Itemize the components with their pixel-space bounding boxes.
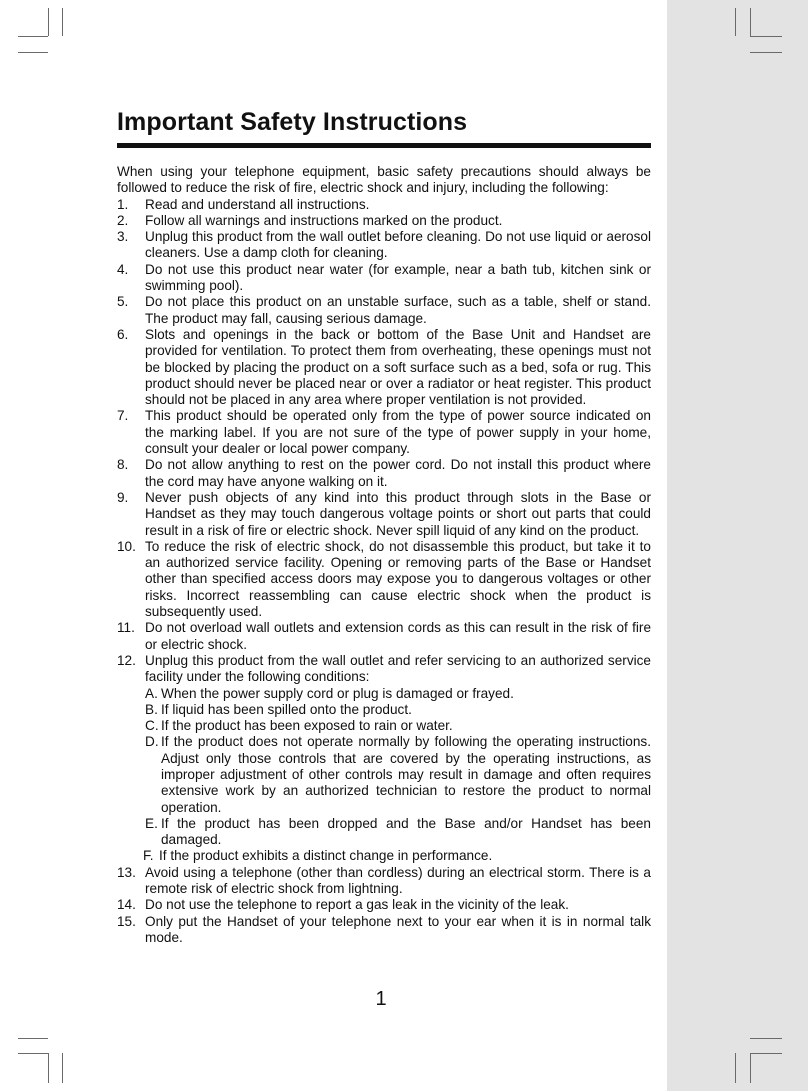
item-number: 2. <box>117 212 129 228</box>
sub-item-letter: B. <box>145 701 158 717</box>
item-number: 14. <box>117 897 136 913</box>
item-text: To reduce the risk of electric shock, do not disassemble this product, but take it to an authorized service facility. Opening or removing parts of the Base or Handset other than specified access doors may expose you to dangerous voltages or other risks. Incorrect reassembling can cause electric shock when the product is subsequently used. <box>145 538 651 620</box>
list-item <box>117 457 651 490</box>
item-number: 13. <box>117 864 136 880</box>
sub-item-letter: A. <box>145 685 158 701</box>
side-margin-band <box>667 0 808 1091</box>
crop-mark <box>750 52 782 53</box>
crop-mark <box>750 36 782 37</box>
item-number: 3. <box>117 229 129 245</box>
item-text: This product should be operated only from the type of power source indicated on the marking label. If you are not sure of the type of power supply in your home, consult your dealer or local power company. <box>145 408 651 457</box>
item-text: Slots and openings in the back or bottom of the Base Unit and Handset are provided for ventilation. To protect them from overheating, these openings must not be blocked by placing the product on a soft surface such as a bed, sofa or rug. This product should never be placed near or over a radiator or heat register. This product should not be placed in any area where proper ventilation is not provided. <box>145 326 651 408</box>
crop-mark <box>18 52 48 53</box>
crop-mark <box>18 1053 48 1054</box>
list-item <box>117 897 651 913</box>
list-item <box>117 865 651 898</box>
list-item <box>117 539 651 620</box>
list-item <box>117 620 651 653</box>
sub-list-item <box>145 718 651 734</box>
sub-item-text: If the product has been dropped and the Base and/or Handset has been damaged. <box>161 815 651 848</box>
list-item <box>117 914 651 947</box>
item-text: Follow all warnings and instructions marked on the product. <box>145 212 503 228</box>
list-item <box>117 213 651 229</box>
crop-mark <box>735 1053 736 1083</box>
item-number: 7. <box>117 408 129 424</box>
list-item <box>117 197 651 213</box>
item-number: 5. <box>117 294 129 310</box>
sub-item-letter: F. <box>143 848 154 864</box>
page-number <box>0 987 808 1011</box>
safety-instruction-list <box>117 197 651 947</box>
list-item <box>117 408 651 457</box>
item-text: Only put the Handset of your telephone next to your ear when it is in normal talk mode. <box>145 913 651 945</box>
crop-mark <box>750 1038 782 1039</box>
list-item <box>117 229 651 262</box>
item-text: Avoid using a telephone (other than cordless) during an electrical storm. There is a remote risk of electric shock from lightning. <box>145 864 651 897</box>
sub-item-letter: D. <box>145 734 159 750</box>
crop-mark <box>62 8 63 36</box>
item-number: 4. <box>117 261 129 277</box>
page-number-text: 1 <box>375 988 387 1010</box>
list-item <box>117 490 651 539</box>
sub-list-item <box>145 734 651 815</box>
item-text: Read and understand all instructions. <box>145 196 370 212</box>
list-item <box>117 262 651 295</box>
item-number: 12. <box>117 652 136 668</box>
item-number: 10. <box>117 538 136 554</box>
title-underline <box>117 143 651 148</box>
sub-item-text: If the product exhibits a distinct change in performance. <box>159 848 493 864</box>
item-number: 11. <box>117 620 135 636</box>
item-number: 6. <box>117 326 129 342</box>
item-text: Do not use this product near water (for example, near a bath tub, kitchen sink or swimming pool). <box>145 261 651 294</box>
list-item <box>117 327 651 408</box>
crop-mark <box>48 1053 49 1083</box>
crop-mark <box>750 8 751 36</box>
sub-item-text: If the product has been exposed to rain or water. <box>161 718 453 734</box>
sub-list-item <box>145 702 651 718</box>
page-title: Important Safety Instructions <box>117 108 468 136</box>
list-item <box>117 294 651 327</box>
list-item <box>117 653 651 865</box>
page-content <box>117 106 651 946</box>
item-text: Never push objects of any kind into this product through slots in the Base or Handset as they may touch dangerous voltage points or short out parts that could result in a risk of fire or electric shock. Never spill liquid of any kind on the product. <box>145 489 651 538</box>
sub-list-item <box>145 686 651 702</box>
sub-item-letter: E. <box>145 815 158 831</box>
item-number: 15. <box>117 913 136 929</box>
item-text: Do not place this product on an unstable surface, such as a table, shelf or stand. The product may fall, causing serious damage. <box>145 294 651 326</box>
sub-item-text: If liquid has been spilled onto the product. <box>161 701 412 717</box>
intro-paragraph: When using your telephone equipment, basic safety precautions should always be followed to reduce the risk of fire, electric shock and injury, including the following: <box>117 164 651 196</box>
item-text: Unplug this product from the wall outlet and refer servicing to an authorized service facility under the following conditions: <box>145 652 651 685</box>
crop-mark <box>735 8 736 36</box>
sub-item-text: If the product does not operate normally by following the operating instructions. Adjust only those controls that are covered by the operating instructions, as improper adjustment of other controls may result in damage and often requires extensive work by an authorized technician to restore the product to normal operation. <box>161 734 651 815</box>
item-text: Do not allow anything to rest on the power cord. Do not install this product where the cord may have anyone walking on it. <box>145 457 651 489</box>
item-number: 1. <box>117 196 129 212</box>
crop-mark <box>750 1053 782 1054</box>
sub-item-letter: C. <box>145 718 159 734</box>
crop-mark <box>62 1053 63 1083</box>
sub-item-text: When the power supply cord or plug is damaged or frayed. <box>161 685 514 701</box>
item-text: Unplug this product from the wall outlet before cleaning. Do not use liquid or aerosol cleaners. Use a damp cloth for cleaning. <box>145 229 651 261</box>
sub-list-item <box>145 816 651 849</box>
item-text: Do not use the telephone to report a gas leak in the vicinity of the leak. <box>145 897 569 913</box>
item-number: 8. <box>117 457 129 473</box>
crop-mark <box>18 36 48 37</box>
crop-mark <box>18 1038 48 1039</box>
crop-mark <box>750 1053 751 1083</box>
crop-mark <box>48 8 49 36</box>
item-number: 9. <box>117 489 129 505</box>
item-text: Do not overload wall outlets and extension cords as this can result in the risk of fire or electric shock. <box>145 620 651 652</box>
sub-list-item <box>143 848 651 864</box>
conditions-sublist <box>145 686 651 865</box>
